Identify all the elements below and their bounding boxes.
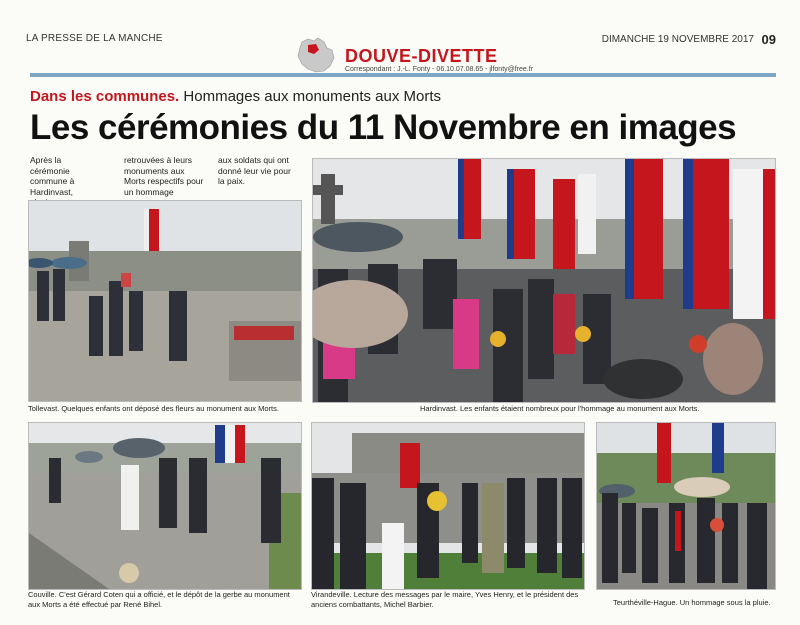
photo-hardinvast [312,158,776,403]
body-column-3: aux soldats qui ont donné leur vie pour la paix. [218,155,291,186]
body-column-2: retrouvées à leurs monuments aux Morts respectifs pour un hommage [124,155,204,197]
caption-virandeville: Virandeville. Lecture des messages par le maire, Yves Henry, et le président des anciens combattants, Michel Barbier. [311,590,579,609]
photo-couville [28,422,302,590]
body-column-1: Après la cérémonie commune à Hardinvast, [30,155,75,197]
caption-hardinvast: Hardinvast. Les enfants étaient nombreux pour l'hommage au monument aux Morts. [420,404,700,413]
issue-date: DIMANCHE 19 NOVEMBRE 2017 [601,34,754,45]
kicker-rubric: Dans les communes. [30,88,180,105]
caption-teurtheville-hague: Teurthéville-Hague. Un hommage sous la pluie. [613,598,771,607]
photo-tollevast [28,200,302,402]
photo-virandeville [311,422,585,590]
page-number: 09 [761,32,776,47]
caption-couville: Couville. C'est Gérard Coten qui a officié, et le dépôt de la gerbe au monument aux Morts a été effectué par René Bihel. [28,590,290,609]
kicker-text: Hommages aux monuments aux Morts [179,88,442,105]
article-headline: Les cérémonies du 11 Novembre en images [30,108,737,147]
caption-tollevast: Tollevast. Quelques enfants ont déposé des fleurs au monument aux Morts. [28,404,279,413]
correspondent-line: Correspondant : J.-L. Fonty - 06.10.07.08.65 - jlfonty@free.fr [345,66,534,73]
section-rule [30,73,776,77]
article-kicker [30,88,441,105]
photo-teurtheville-hague [596,422,776,590]
publication-name: LA PRESSE DE LA MANCHE [26,33,163,44]
region-map-icon [294,36,336,74]
section-title: DOUVE-DIVETTE [345,46,498,66]
